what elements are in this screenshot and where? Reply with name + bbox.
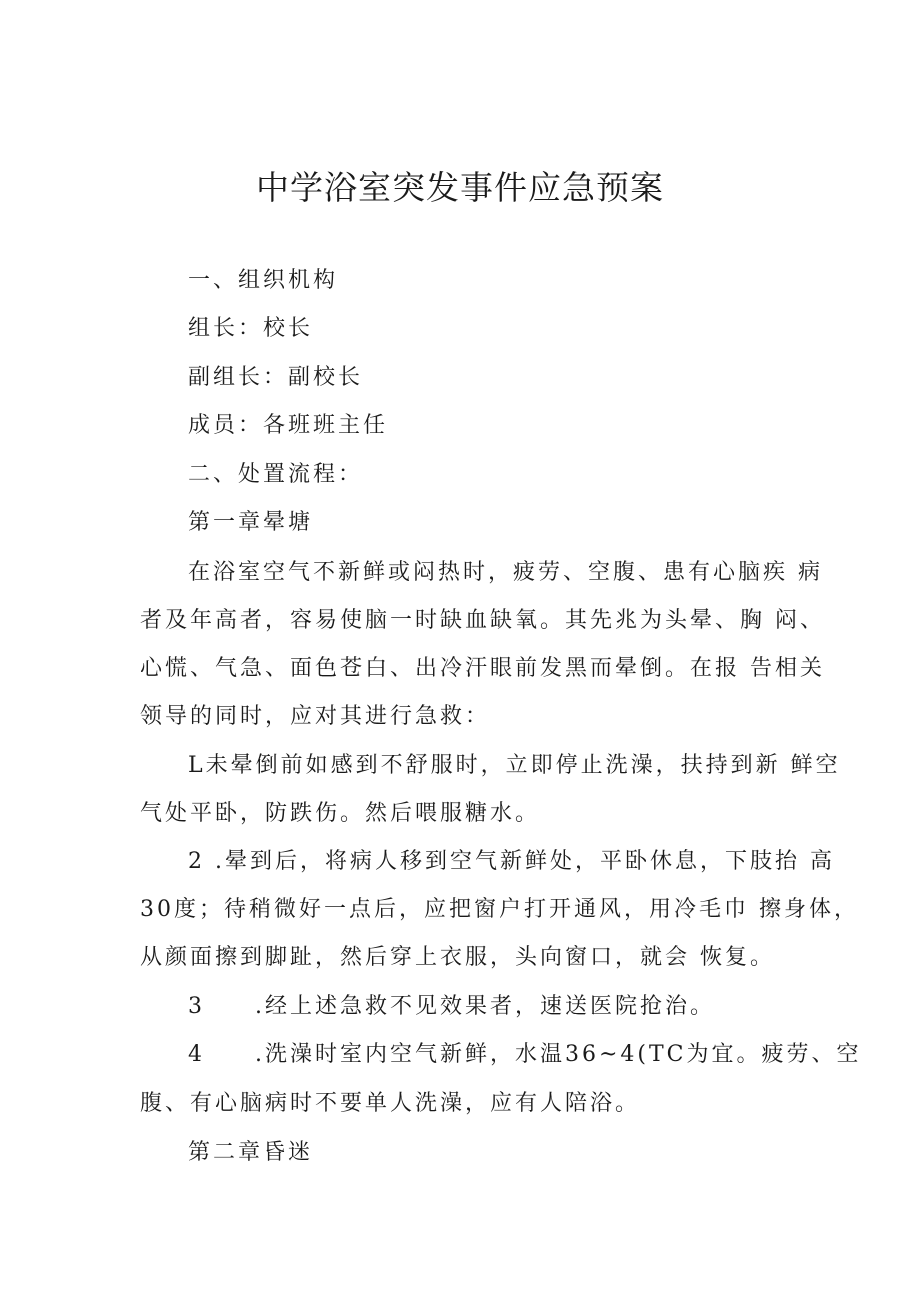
chapter2-heading: 第二章昏迷	[188, 1140, 314, 1165]
item1-line: 气处平卧，防跌伤。然后喂服糖水。	[140, 801, 541, 826]
item4-line	[188, 1031, 862, 1079]
item3-number: 3	[188, 994, 205, 1019]
item2-line: 从颜面擦到脚趾，然后穿上衣服，头向窗口，就会 恢复。	[140, 945, 775, 970]
item1-line: L未晕倒前如感到不舒服时，立即停止洗澡，扶持到新 鲜空	[188, 753, 841, 778]
item2-line: 30度；待稍微好一点后，应把窗户打开通风，用冷毛巾 擦身体，	[140, 897, 859, 922]
item4-text: .洗澡时室内空气新鲜，水温36~4(TC为宜。疲劳、空	[255, 1042, 862, 1067]
item2-line: 2 .晕到后，将病人移到空气新鲜处，平卧休息，下肢抬 高	[188, 849, 835, 874]
chapter1-intro-line: 者及年高者，容易使脑一时缺血缺氧。其先兆为头晕、胸 闷、	[140, 608, 825, 633]
leader-line: 组长：校长	[188, 316, 314, 341]
item4-continuation: 腹、有心脑病时不要单人洗澡，应有人陪浴。	[140, 1091, 641, 1116]
chapter1-intro-line: 在浴室空气不新鲜或闷热时，疲劳、空腹、患有心脑疾 病	[188, 560, 823, 585]
item4-number: 4	[188, 1042, 205, 1067]
section2-heading: 二、处置流程：	[188, 462, 364, 487]
item3-line	[188, 983, 790, 1031]
chapter1-heading: 第一章晕塘	[188, 510, 314, 535]
document-title: 中学浴室突发事件应急预案	[256, 168, 664, 207]
deputy-line: 副组长：副校长	[188, 365, 364, 390]
item3-text: .经上述急救不见效果者，速送医院抢治。	[255, 994, 715, 1019]
members-line: 成员：各班班主任	[188, 413, 389, 438]
chapter1-intro-line: 领导的同时，应对其进行急救：	[140, 704, 491, 729]
section1-heading: 一、组织机构	[188, 268, 339, 293]
chapter1-intro-line: 心慌、气急、面色苍白、出冷汗眼前发黑而晕倒。在报 告相关	[140, 656, 825, 681]
